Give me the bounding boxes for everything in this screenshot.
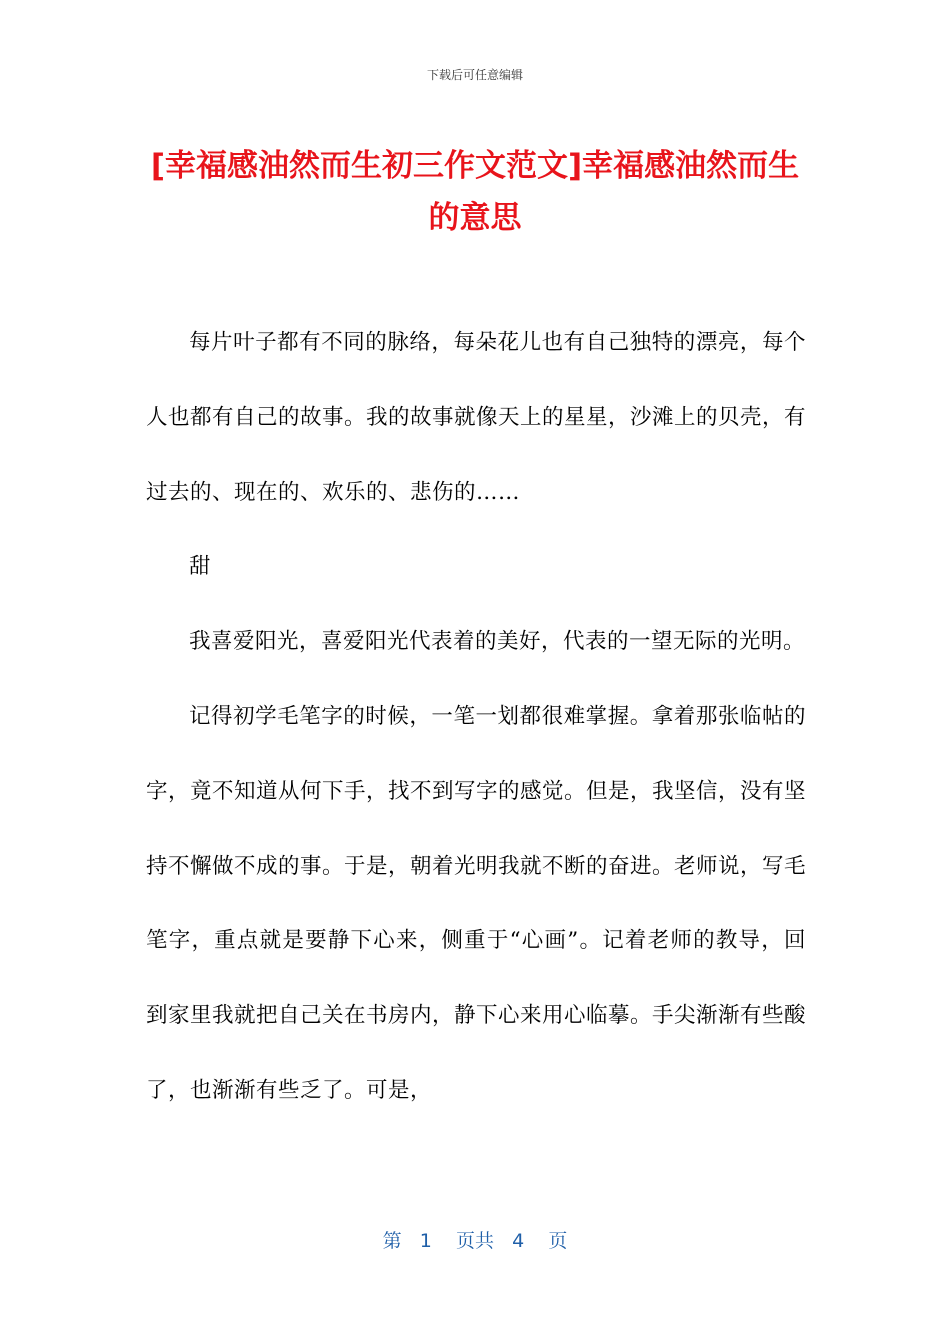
paragraph: 每片叶子都有不同的脉络，每朵花儿也有自己独特的漂亮，每个人也都有自己的故事。我的故事就像天上的星星，沙滩上的贝壳，有过去的、现在的、欢乐的、悲伤的…… [146, 330, 807, 505]
document-title: [幸福感油然而生初三作文范文]幸福感油然而生的意思 [150, 148, 800, 236]
footer-label-total: 页共 [455, 1230, 494, 1252]
paragraph: 甜 [189, 554, 212, 580]
header-note: 下载后可任意编辑 [426, 68, 523, 82]
page-footer [0, 1226, 950, 1253]
total-pages-number: 4 [512, 1230, 525, 1252]
footer-label-page: 第 [382, 1230, 402, 1252]
footer-label-suffix: 页 [548, 1230, 568, 1252]
paragraph: 记得初学毛笔字的时候，一笔一划都很难掌握。拿着那张临帖的字，竟不知道从何下手，找不到写字的感觉。但是，我坚信，没有坚持不懈做不成的事。于是，朝着光明我就不断的奋进。老师说，写毛笔字，重点就是要静下心来，侧重于“心画”。记着老师的教导，回到家里我就把自己关在书房内，静下心来用心临摹。手尖渐渐有些酸了，也渐渐有些乏了。可是， [146, 703, 807, 1103]
document-body [146, 306, 806, 1129]
paragraph: 我喜爱阳光，喜爱阳光代表着的美好，代表的一望无际的光明。 [189, 629, 806, 655]
current-page-number: 1 [419, 1230, 432, 1252]
